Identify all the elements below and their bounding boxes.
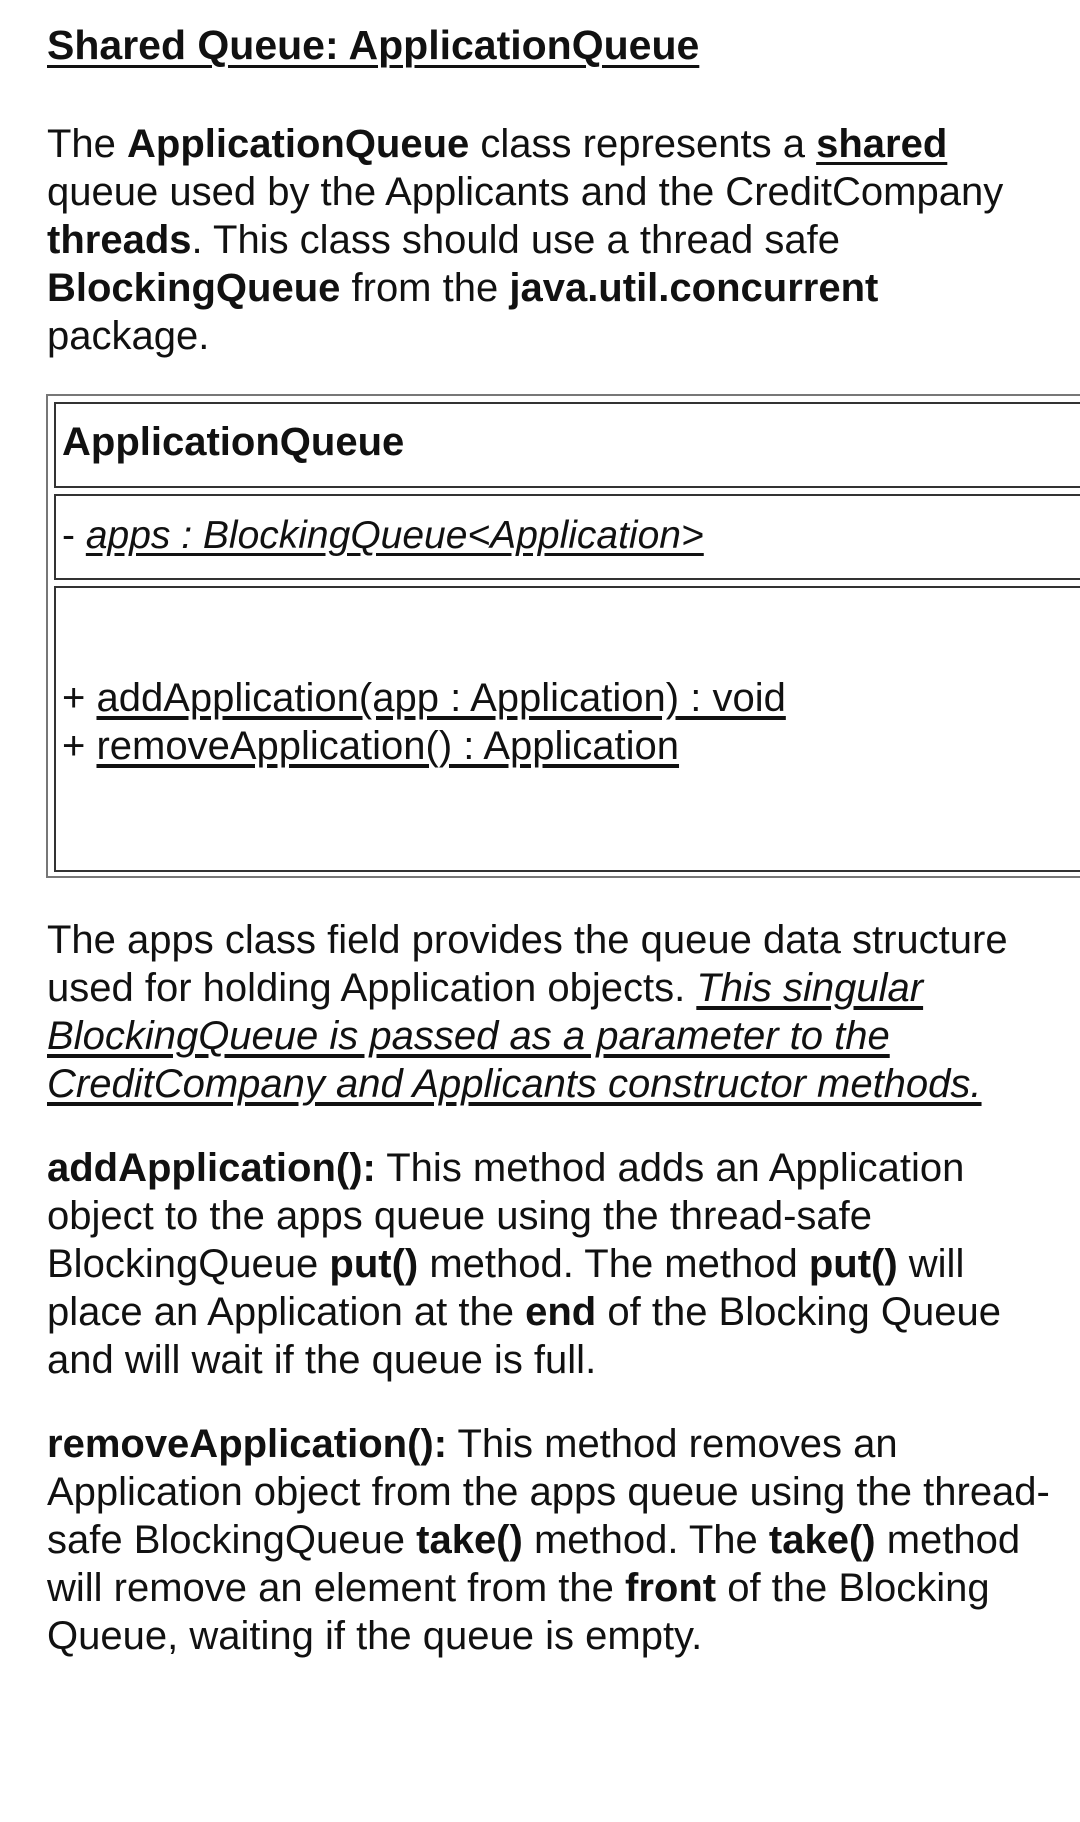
uml-attributes-section (54, 494, 1080, 580)
end-emphasis: end (525, 1290, 597, 1334)
remove-application-text: of the Blocking Queue, waiting if the queue is empty. (47, 1566, 990, 1658)
add-application-paragraph (47, 1144, 1057, 1384)
intro-threads-emphasis: threads (47, 218, 192, 262)
uml-attribute-apps: apps : BlockingQueue<Application> (85, 514, 704, 557)
intro-class-name: ApplicationQueue (127, 122, 470, 166)
add-application-text: will place an Application at the (47, 1242, 965, 1334)
intro-paragraph (47, 120, 1050, 360)
intro-text: . This class should use a thread safe (191, 218, 841, 262)
remove-application-text: method. The (522, 1518, 769, 1562)
apps-field-note: This singular BlockingQueue is passed as a parameter to the CreditCompany and Applicants constructor methods. (47, 966, 982, 1106)
take-method-emphasis: take() (768, 1518, 876, 1562)
uml-attribute-row (62, 514, 704, 557)
page-title: Shared Queue: ApplicationQueue (47, 22, 700, 68)
remove-application-text: method will remove an element from the (47, 1518, 1021, 1610)
uml-methods-section (54, 586, 1080, 872)
uml-class-diagram (46, 394, 1080, 878)
add-application-text: This method adds an Application object to the apps queue using the thread-safe BlockingQueue (47, 1146, 965, 1286)
intro-blockingqueue-emphasis: BlockingQueue (47, 266, 341, 310)
description-section (47, 916, 1057, 1660)
remove-application-paragraph (47, 1420, 1057, 1660)
intro-text: from the (340, 266, 510, 310)
intro-text: package. (47, 314, 210, 358)
add-application-text: method. The method (418, 1242, 809, 1286)
uml-visibility-public: + (62, 676, 97, 720)
intro-shared-emphasis: shared (816, 122, 948, 166)
apps-field-paragraph (47, 916, 1057, 1108)
uml-method-row (62, 674, 1080, 722)
uml-class-name: ApplicationQueue (54, 402, 1080, 488)
put-method-emphasis: put() (808, 1242, 898, 1286)
intro-text: queue used by the Applicants and the CreditCompany (47, 170, 1004, 214)
uml-visibility-public: + (62, 724, 97, 768)
front-emphasis: front (625, 1566, 717, 1610)
intro-text: class represents a (469, 122, 817, 166)
intro-text: The (47, 122, 128, 166)
add-application-text: of the Blocking Queue and will wait if the queue is full. (47, 1290, 1001, 1382)
apps-field-text: The apps class field provides the queue data structure used for holding Application objects. (47, 918, 1008, 1010)
add-application-label: addApplication(): (47, 1146, 376, 1190)
put-method-emphasis: put() (329, 1242, 419, 1286)
remove-application-label: removeApplication(): (47, 1422, 448, 1466)
take-method-emphasis: take() (416, 1518, 523, 1562)
uml-method-remove-application: removeApplication() : Application (96, 724, 680, 768)
remove-application-text: This method removes an Application object from the apps queue using the thread-safe BlockingQueue (47, 1422, 1050, 1562)
uml-method-row (62, 722, 1080, 770)
intro-package-emphasis: java.util.concurrent (509, 266, 879, 310)
uml-visibility-private: - (62, 514, 86, 557)
uml-method-add-application: addApplication(app : Application) : void (96, 676, 786, 720)
